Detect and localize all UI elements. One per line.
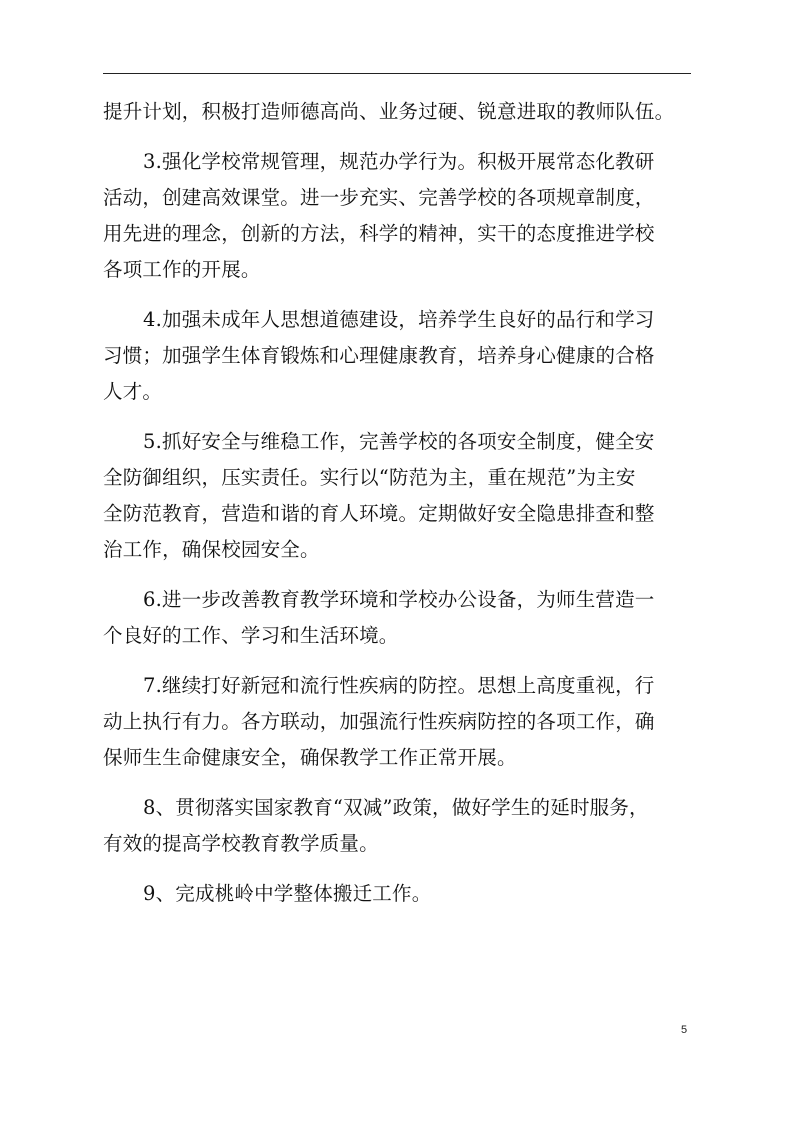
paragraph-item-9 (103, 876, 693, 912)
paragraph-gap (103, 862, 693, 876)
text-line: 保师生生命健康安全，确保教学工作正常开展。 (103, 746, 517, 769)
paragraph-continued (103, 94, 693, 130)
paragraph-gap (103, 776, 693, 790)
text-line: 全防范教育，营造和谐的育人环境。定期做好安全隐患排查和整 (103, 502, 655, 525)
paragraph-item-3 (103, 144, 693, 288)
text-line: 用先进的理念，创新的方法，科学的精神，实干的态度推进学校 (103, 222, 655, 245)
paragraph-gap (103, 410, 693, 424)
paragraph-item-8 (103, 790, 693, 862)
text-line: 提升计划，积极打造师德高尚、业务过硬、锐意进取的教师队伍。 (103, 100, 675, 123)
paragraph-gap (103, 288, 693, 302)
paragraph-gap (103, 654, 693, 668)
text-line: 个良好的工作、学习和生活环境。 (103, 624, 399, 647)
header-rule (103, 73, 691, 74)
text-line: 人才。 (103, 380, 163, 403)
text-line: 9、完成桃岭中学整体搬迁工作。 (143, 882, 432, 905)
text-line: 7.继续打好新冠和流行性疾病的防控。思想上高度重视，行 (143, 674, 655, 697)
text-line: 全防御组织，压实责任。实行以“防范为主，重在规范”为主安 (103, 466, 636, 489)
text-line: 8、贯彻落实国家教育“双减”政策，做好学生的延时服务， (143, 796, 649, 819)
text-line: 习惯；加强学生体育锻炼和心理健康教育，培养身心健康的合格 (103, 344, 655, 367)
text-line: 6.进一步改善教育教学环境和学校办公设备，为师生营造一 (143, 588, 655, 611)
text-line: 各项工作的开展。 (103, 258, 261, 281)
text-line: 有效的提高学校教育教学质量。 (103, 832, 379, 855)
page-number: 5 (681, 1024, 688, 1036)
document-body (103, 94, 693, 912)
text-line: 3.强化学校常规管理，规范办学行为。积极开展常态化教研 (143, 150, 655, 173)
text-line: 4.加强未成年人思想道德建设，培养学生良好的品行和学习 (143, 308, 655, 331)
paragraph-gap (103, 130, 693, 144)
text-line: 治工作，确保校园安全。 (103, 538, 320, 561)
paragraph-gap (103, 568, 693, 582)
paragraph-item-7 (103, 668, 693, 776)
text-line: 5.抓好安全与维稳工作，完善学校的各项安全制度，健全安 (143, 430, 655, 453)
text-line: 动上执行有力。各方联动，加强流行性疾病防控的各项工作，确 (103, 710, 655, 733)
paragraph-item-4 (103, 302, 693, 410)
text-line: 活动，创建高效课堂。进一步充实、完善学校的各项规章制度， (103, 186, 655, 209)
paragraph-item-6 (103, 582, 693, 654)
paragraph-item-5 (103, 424, 693, 568)
